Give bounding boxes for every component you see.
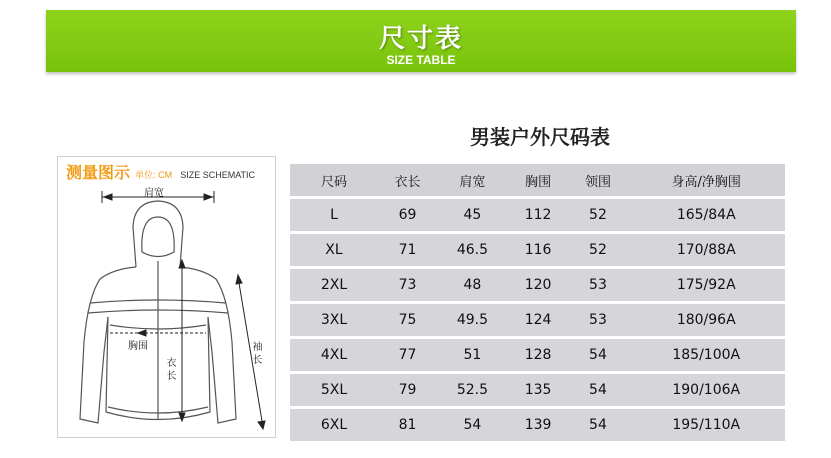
table-row <box>290 374 785 406</box>
cell-length: 75 <box>378 304 437 336</box>
cell-collar: 54 <box>568 409 627 441</box>
cell-shoulder: 45 <box>437 199 508 231</box>
schematic-title <box>66 160 255 183</box>
cell-collar: 52 <box>568 234 627 266</box>
jacket-illustration <box>58 157 275 437</box>
cell-size: 4XL <box>290 339 378 371</box>
cell-chest: 124 <box>508 304 569 336</box>
schematic-title-cn: 测量图示 <box>66 163 131 182</box>
cell-collar: 53 <box>568 269 627 301</box>
cell-shoulder: 46.5 <box>437 234 508 266</box>
header-collar: 领围 <box>568 164 627 196</box>
cell-height-chest: 165/84A <box>627 199 785 231</box>
cell-length: 81 <box>378 409 437 441</box>
size-table <box>290 161 785 444</box>
cell-shoulder: 52.5 <box>437 374 508 406</box>
table-row <box>290 339 785 371</box>
cell-size: 6XL <box>290 409 378 441</box>
cell-size: XL <box>290 234 378 266</box>
header-banner <box>46 10 796 72</box>
table-row <box>290 269 785 301</box>
cell-length: 77 <box>378 339 437 371</box>
cell-height-chest: 170/88A <box>627 234 785 266</box>
label-shoulder: 肩宽 <box>144 188 164 199</box>
schematic-unit: 单位: CM <box>135 170 173 180</box>
label-sleeve: 袖长 <box>252 342 263 366</box>
table-row <box>290 304 785 336</box>
banner-subtitle: SIZE TABLE <box>386 53 456 67</box>
cell-height-chest: 185/100A <box>627 339 785 371</box>
cell-shoulder: 51 <box>437 339 508 371</box>
cell-size: 2XL <box>290 269 378 301</box>
header-size: 尺码 <box>290 164 378 196</box>
cell-collar: 54 <box>568 374 627 406</box>
cell-chest: 116 <box>508 234 569 266</box>
cell-length: 69 <box>378 199 437 231</box>
label-chest: 胸围 <box>128 341 148 352</box>
cell-chest: 135 <box>508 374 569 406</box>
cell-length: 79 <box>378 374 437 406</box>
cell-chest: 128 <box>508 339 569 371</box>
cell-size: 3XL <box>290 304 378 336</box>
cell-height-chest: 190/106A <box>627 374 785 406</box>
cell-collar: 54 <box>568 339 627 371</box>
table-row <box>290 199 785 231</box>
cell-height-chest: 175/92A <box>627 269 785 301</box>
size-schematic <box>57 156 276 438</box>
label-length: 衣长 <box>166 358 177 382</box>
table-row <box>290 409 785 441</box>
cell-collar: 53 <box>568 304 627 336</box>
cell-shoulder: 54 <box>437 409 508 441</box>
cell-length: 73 <box>378 269 437 301</box>
cell-chest: 139 <box>508 409 569 441</box>
table-title: 男装户外尺码表 <box>470 125 610 149</box>
header-shoulder: 肩宽 <box>437 164 508 196</box>
table-header-row <box>290 164 785 196</box>
table-row <box>290 234 785 266</box>
cell-collar: 52 <box>568 199 627 231</box>
cell-shoulder: 48 <box>437 269 508 301</box>
cell-length: 71 <box>378 234 437 266</box>
header-length: 衣长 <box>378 164 437 196</box>
cell-height-chest: 195/110A <box>627 409 785 441</box>
cell-shoulder: 49.5 <box>437 304 508 336</box>
header-chest: 胸围 <box>508 164 569 196</box>
cell-height-chest: 180/96A <box>627 304 785 336</box>
cell-chest: 112 <box>508 199 569 231</box>
schematic-title-en: SIZE SCHEMATIC <box>180 170 256 180</box>
cell-chest: 120 <box>508 269 569 301</box>
cell-size: L <box>290 199 378 231</box>
header-height-chest: 身高/净胸围 <box>627 164 785 196</box>
cell-size: 5XL <box>290 374 378 406</box>
banner-title: 尺寸表 <box>378 24 463 54</box>
